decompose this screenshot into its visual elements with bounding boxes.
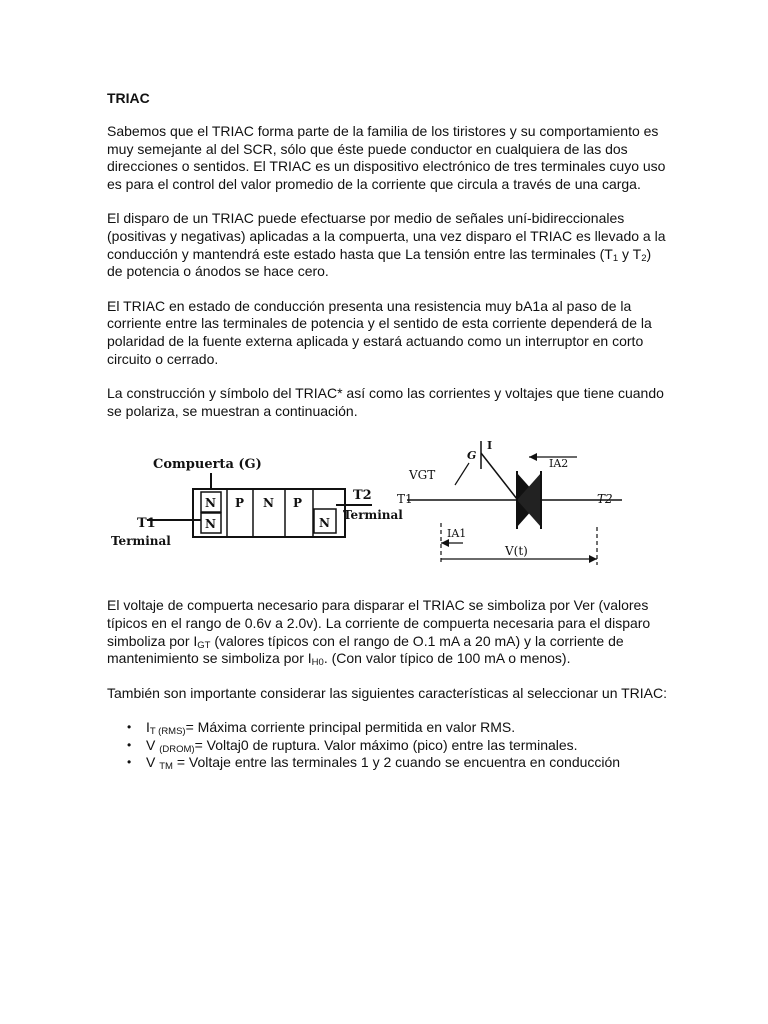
symbol: V <box>146 736 160 753</box>
subscript: GT <box>197 639 211 651</box>
paragraph-figure-intro: La construcción y símbolo del TRIAC* así como las corrientes y voltajes que tiene cuando se polariza, se muestran a continuación. <box>107 385 664 419</box>
item-text: = Voltaje entre las terminales 1 y 2 cuando se encuentra en conducción <box>172 754 621 771</box>
document-page <box>107 90 667 772</box>
symbol: V <box>146 754 160 771</box>
layer-label: N <box>319 516 330 531</box>
symbol-t2-label: T2 <box>597 492 613 507</box>
t2-terminal-label: Terminal <box>343 508 403 523</box>
gate-terminal-line <box>481 453 517 499</box>
gate-label: Compuerta (G) <box>153 457 262 473</box>
arrowhead <box>441 539 449 547</box>
item-text: = Máxima corriente principal permitida en valor RMS. <box>185 719 516 736</box>
triac-diagram <box>107 437 662 577</box>
gate-current-arrow <box>455 463 469 485</box>
text-run: (valores típicos con el rango de O.1 mA a 20 mA) y la corriente de mantenimiento se simboliza por I <box>107 632 624 667</box>
subscript: 2 <box>641 252 647 264</box>
gate-voltage-label: VGT <box>409 468 436 483</box>
arrowhead <box>589 555 597 563</box>
gate-symbol-label: G <box>467 449 477 463</box>
symbol: I <box>146 719 150 736</box>
text-run: El disparo de un TRIAC puede efectuarse por medio de señales uní-bidireccionales (positivas y negativas) aplicadas a la compuerta, una vez disparo el TRIAC es llevado a la conducción y mantendrá este estado hasta que La tensión entre las terminales (T <box>107 210 666 262</box>
ia2-label: IA2 <box>549 457 569 471</box>
triac-symbol <box>397 439 622 565</box>
text-run: . (Con valor típico de 100 mA o menos). <box>323 650 571 667</box>
subscript: H0 <box>311 657 324 669</box>
list-item <box>107 754 667 772</box>
layer-label: N <box>205 517 216 532</box>
subscript: (DROM) <box>159 743 195 755</box>
layer-label: N <box>205 496 216 511</box>
paragraph-intro: Sabemos que el TRIAC forma parte de la familia de los tiristores y su comportamiento es muy semejante al del SCR, sólo que éste puede conductor en cualquiera de las dos direcciones o sentidos. El TRIAC es un dispositivo electrónico de tres terminales cuyo uso es para el control del valor promedio de la corriente que circula a través de una carga. <box>107 123 666 192</box>
arrowhead <box>529 453 537 461</box>
layer-label: P <box>293 496 303 511</box>
paragraph-gate-values <box>107 597 667 667</box>
bullet-icon: • <box>127 720 132 735</box>
bullet-icon: • <box>127 755 132 770</box>
layer-label: N <box>263 496 274 511</box>
subscript: 1 <box>612 252 619 264</box>
item-text: = Voltaj0 de ruptura. Valor máximo (pico) entre las terminales. <box>194 736 578 753</box>
text-run: El voltaje de compuerta necesario para disparar el TRIAC se simboliza por Ver (valores típicos en el rango de 0.6v a 2.0v). La corriente de compuerta necesaria para el disparo simboliza por I <box>107 597 651 649</box>
paragraph-characteristics: También son importante considerar las siguientes características al seleccionar un TRIAC: <box>107 684 667 701</box>
list-item <box>107 737 667 755</box>
subscript: T (RMS) <box>149 726 186 738</box>
t1-label: T1 <box>137 516 156 532</box>
triac-figure <box>107 437 662 577</box>
symbol-t1-label: T1 <box>397 492 413 507</box>
triac-construction <box>111 457 403 548</box>
page-title: TRIAC <box>107 90 150 106</box>
subscript: TM <box>159 761 173 773</box>
t1-terminal-label: Terminal <box>111 534 171 549</box>
list-item <box>107 719 667 737</box>
gate-current-label: I <box>487 439 493 453</box>
text-run: y T <box>618 245 642 262</box>
t2-label: T2 <box>353 488 372 504</box>
layer-label: P <box>235 496 245 511</box>
bullet-icon: • <box>127 737 132 752</box>
ia1-label: IA1 <box>447 527 467 541</box>
characteristics-list <box>107 719 667 772</box>
vt-label: V(t) <box>505 544 528 559</box>
paragraph-conduction: El TRIAC en estado de conducción presenta una resistencia muy bA1a al paso de la corriente entre las terminales de potencia y el sentido de esta corriente dependerá de la polaridad de la fuente externa aplicada y estará actuando como un interruptor en corto circuito o cerrado. <box>107 297 652 367</box>
paragraph-firing <box>107 210 667 280</box>
text-run: ) de potencia o ánodos se hace cero. <box>107 245 652 280</box>
